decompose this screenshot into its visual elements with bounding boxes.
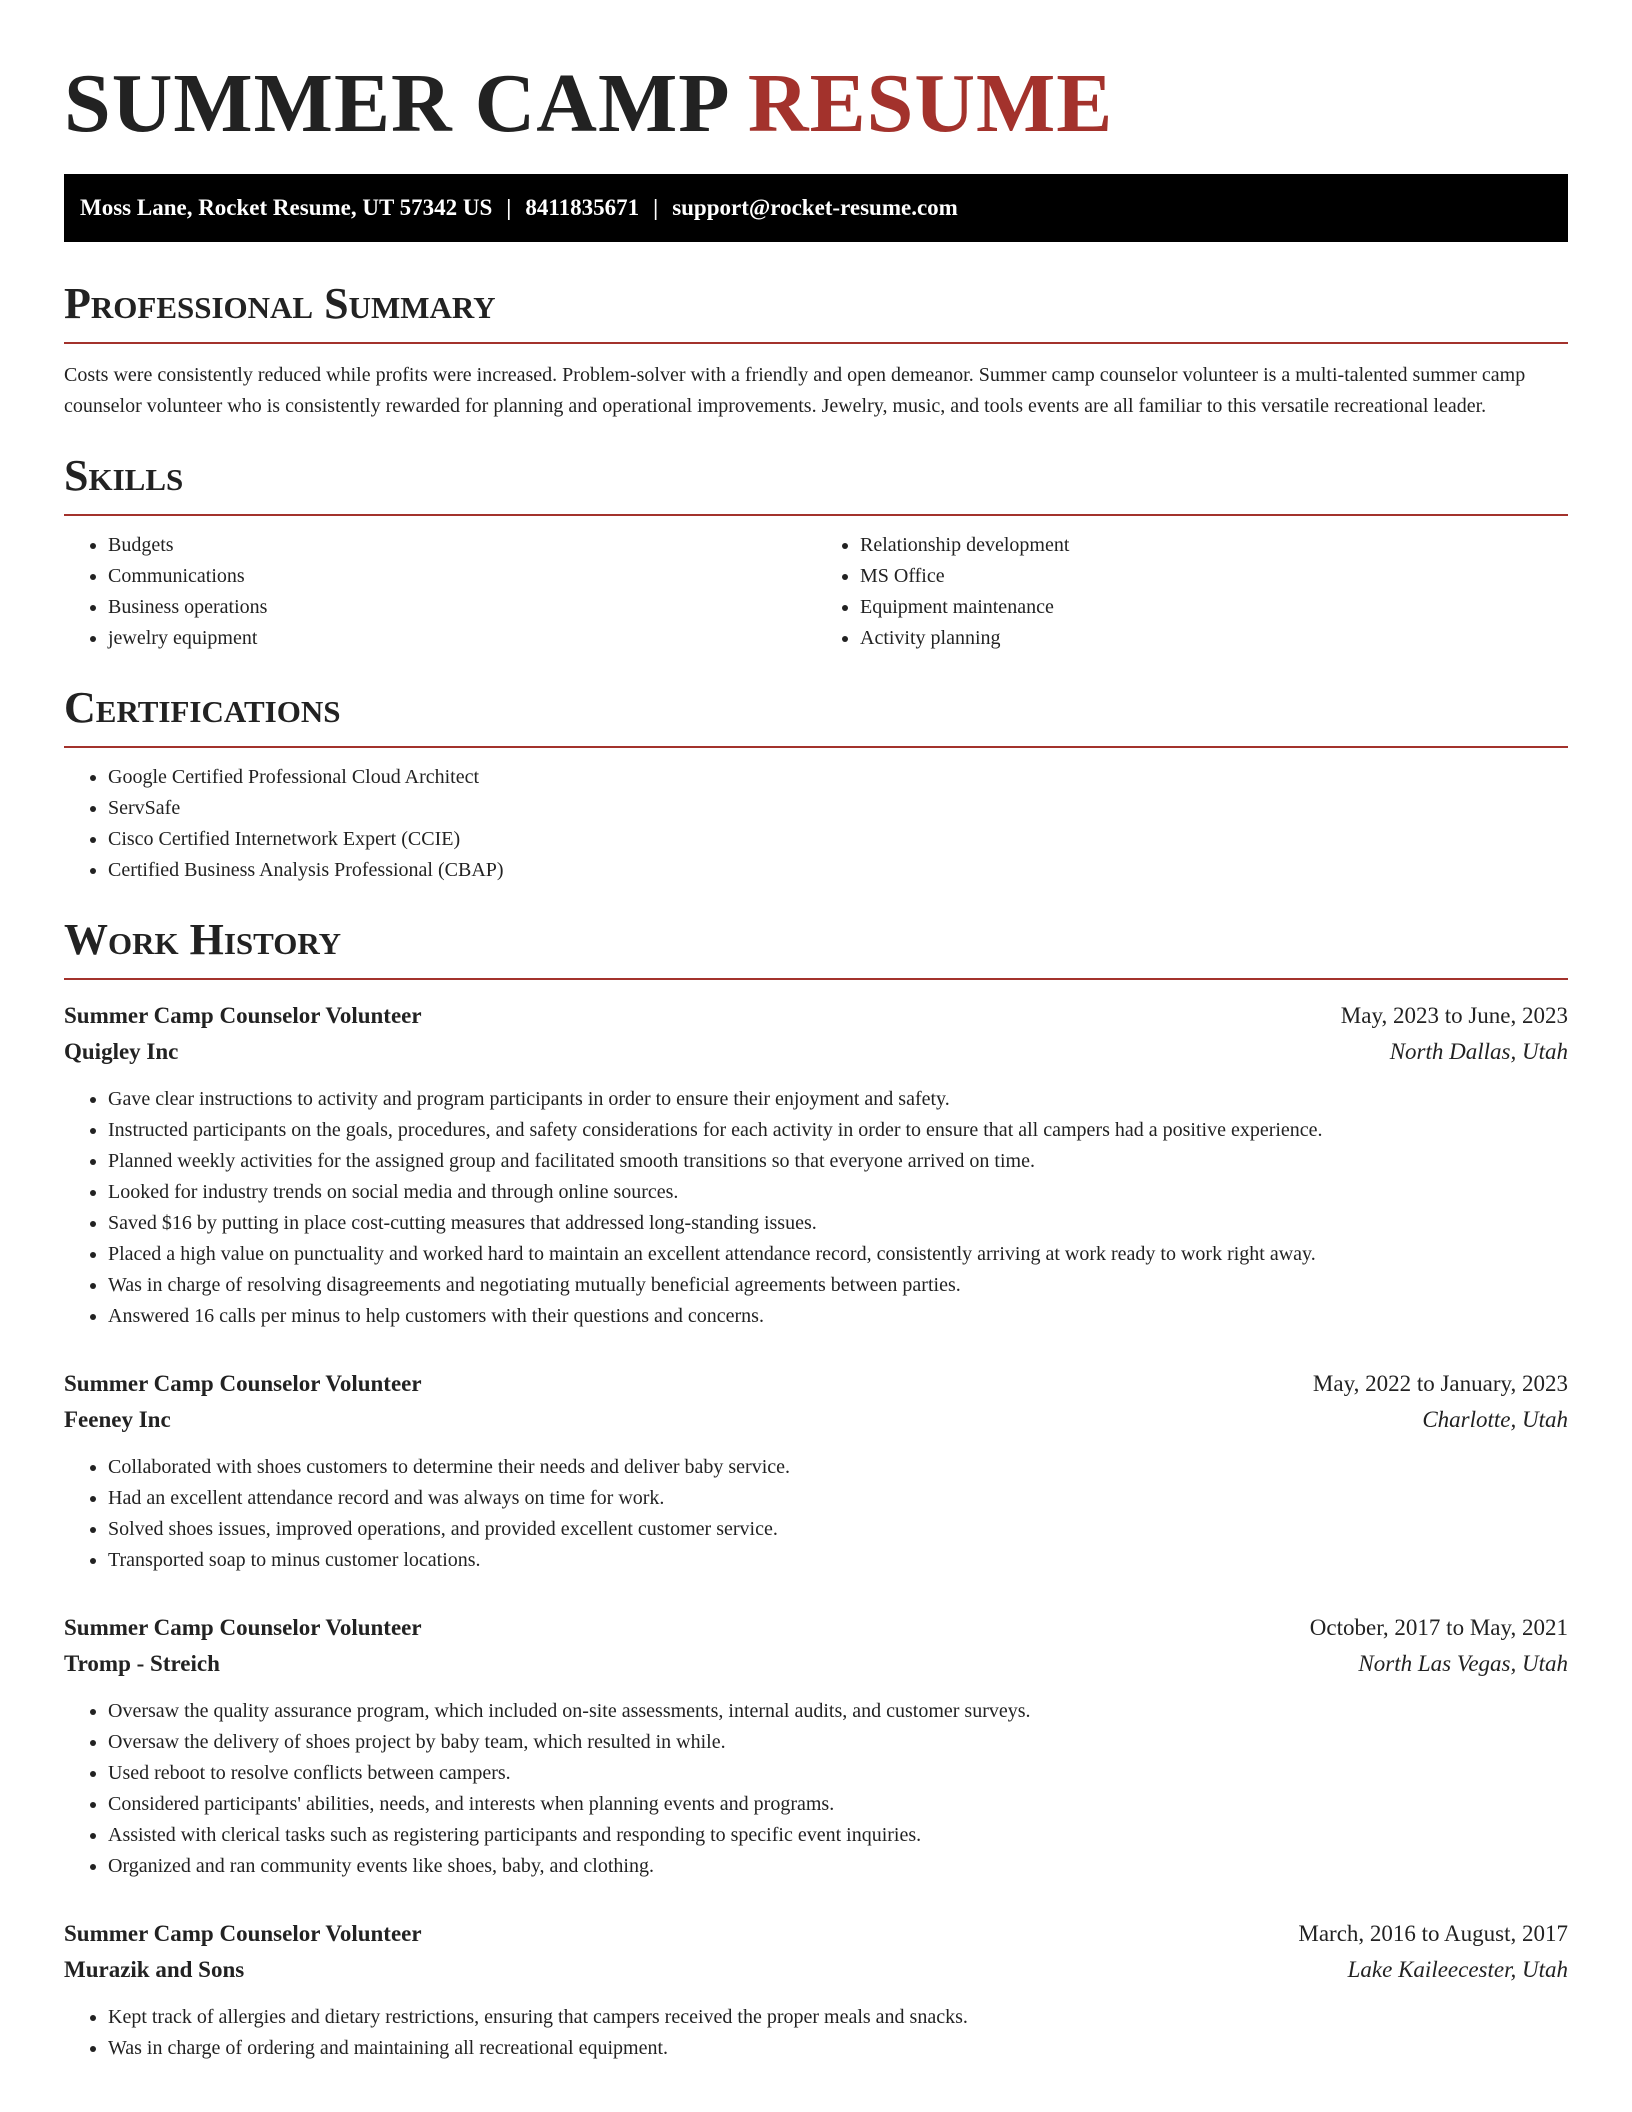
job-bullet: • Planned weekly activities for the assigned group and facilitated smooth transitions so that everyone arrived on time. <box>108 1146 1568 1177</box>
certification-item: • Certified Business Analysis Professional (CBAP) <box>108 855 1568 886</box>
job-bullets <box>64 1084 1568 1332</box>
skill-item: • Communications <box>108 561 816 592</box>
job-bullet: • Oversaw the delivery of shoes project by baby team, which resulted in while. <box>108 1727 1568 1758</box>
job-dates: March, 2016 to August, 2017 <box>1298 1921 1568 1946</box>
section-divider <box>64 342 1568 344</box>
job-bullet: • Transported soap to minus customer locations. <box>108 1545 1568 1576</box>
job-bullet: • Was in charge of ordering and maintaining all recreational equipment. <box>108 2033 1568 2064</box>
job-bullet: • Organized and ran community events like shoes, baby, and clothing. <box>108 1851 1568 1882</box>
job-bullet: • Oversaw the quality assurance program, which included on-site assessments, internal audits, and customer surveys. <box>108 1696 1568 1727</box>
skill-item: • Business operations <box>108 592 816 623</box>
title-accent: RESUME <box>747 57 1114 150</box>
job-header-row <box>64 1916 1568 1952</box>
job-entry <box>64 1610 1568 1882</box>
job-bullet: • Saved $16 by putting in place cost-cutting measures that addressed long-standing issues. <box>108 1208 1568 1239</box>
section-divider <box>64 746 1568 748</box>
contact-address: Moss Lane, Rocket Resume, UT 57342 US <box>80 195 493 220</box>
job-dates: May, 2023 to June, 2023 <box>1340 1003 1568 1028</box>
job-dates: October, 2017 to May, 2021 <box>1309 1615 1568 1640</box>
job-bullet: • Used reboot to resolve conflicts between campers. <box>108 1758 1568 1789</box>
job-title: Summer Camp Counselor Volunteer <box>64 1921 422 1946</box>
certifications-heading: Certifications <box>64 683 341 732</box>
skill-item: • Budgets <box>108 530 816 561</box>
certification-item: • ServSafe <box>108 793 1568 824</box>
job-bullet: • Kept track of allergies and dietary restrictions, ensuring that campers received the proper meals and snacks. <box>108 2002 1568 2033</box>
job-title: Summer Camp Counselor Volunteer <box>64 1615 422 1640</box>
skills-list-left <box>64 530 816 654</box>
job-company: Murazik and Sons <box>64 1957 245 1982</box>
work-history-heading: Work History <box>64 915 342 964</box>
job-bullets <box>64 1452 1568 1576</box>
job-bullet: • Placed a high value on punctuality and worked hard to maintain an excellent attendance record, consistently arriving at work ready to work right away. <box>108 1239 1568 1270</box>
job-location: North Dallas, Utah <box>1389 1039 1568 1064</box>
job-bullet: • Solved shoes issues, improved operations, and provided excellent customer service. <box>108 1514 1568 1545</box>
job-location: North Las Vegas, Utah <box>1358 1651 1568 1676</box>
job-company: Quigley Inc <box>64 1039 179 1064</box>
job-bullet: • Looked for industry trends on social media and through online sources. <box>108 1177 1568 1208</box>
skill-item: • Relationship development <box>860 530 1568 561</box>
summary-heading: Professional Summary <box>64 279 496 328</box>
job-company-row <box>64 1646 1568 1682</box>
skill-item: • MS Office <box>860 561 1568 592</box>
job-company: Tromp - Streich <box>64 1651 220 1676</box>
job-entry <box>64 1366 1568 1576</box>
job-title: Summer Camp Counselor Volunteer <box>64 1003 422 1028</box>
job-bullets <box>64 1696 1568 1882</box>
summary-text: Costs were consistently reduced while profits were increased. Problem-solver with a friendly and open demeanor. Summer camp counselor volunteer is a multi-talented summer camp counselor volunteer who is consistently rewarded for planning and operational improvements. Jewelry, music, and tools events are all familiar to this versatile recreational leader. <box>64 364 1526 417</box>
title-main: SUMMER CAMP <box>64 57 726 150</box>
job-company-row <box>64 1034 1568 1070</box>
job-company-row <box>64 1952 1568 1988</box>
summary-section <box>64 278 1568 422</box>
skills-section <box>64 450 1568 654</box>
job-location: Lake Kaileecester, Utah <box>1347 1957 1568 1982</box>
job-header-row <box>64 1366 1568 1402</box>
job-entry <box>64 1916 1568 2064</box>
job-company: Feeney Inc <box>64 1407 171 1432</box>
job-entry <box>64 998 1568 1332</box>
job-bullet: • Instructed participants on the goals, procedures, and safety considerations for each activity in order to ensure that all campers had a positive experience. <box>108 1115 1568 1146</box>
contact-phone: 8411835671 <box>525 195 640 220</box>
work-history-section <box>64 914 1568 2064</box>
contact-email[interactable]: support@rocket-resume.com <box>672 195 958 220</box>
job-bullet: • Answered 16 calls per minus to help customers with their questions and concerns. <box>108 1301 1568 1332</box>
contact-separator: | <box>653 195 659 220</box>
skills-list-right <box>816 530 1568 654</box>
job-bullets <box>64 2002 1568 2064</box>
certifications-section <box>64 682 1568 886</box>
skill-item: • jewelry equipment <box>108 623 816 654</box>
job-bullet: • Had an excellent attendance record and was always on time for work. <box>108 1483 1568 1514</box>
contact-separator: | <box>506 195 512 220</box>
skills-heading: Skills <box>64 451 184 500</box>
job-location: Charlotte, Utah <box>1422 1407 1568 1432</box>
job-bullet: • Collaborated with shoes customers to determine their needs and deliver baby service. <box>108 1452 1568 1483</box>
job-bullet: • Assisted with clerical tasks such as registering participants and responding to specific event inquiries. <box>108 1820 1568 1851</box>
job-title: Summer Camp Counselor Volunteer <box>64 1371 422 1396</box>
section-divider <box>64 978 1568 980</box>
certification-item: • Cisco Certified Internetwork Expert (CCIE) <box>108 824 1568 855</box>
job-company-row <box>64 1402 1568 1438</box>
job-header-row <box>64 1610 1568 1646</box>
job-header-row <box>64 998 1568 1034</box>
resume-title <box>64 56 1568 152</box>
job-dates: May, 2022 to January, 2023 <box>1312 1371 1568 1396</box>
job-bullet: • Was in charge of resolving disagreements and negotiating mutually beneficial agreements between parties. <box>108 1270 1568 1301</box>
job-bullet: • Considered participants' abilities, needs, and interests when planning events and programs. <box>108 1789 1568 1820</box>
certification-item: • Google Certified Professional Cloud Architect <box>108 762 1568 793</box>
contact-bar <box>64 174 1568 242</box>
skills-grid <box>64 516 1568 654</box>
skill-item: • Equipment maintenance <box>860 592 1568 623</box>
job-bullet: • Gave clear instructions to activity and program participants in order to ensure their enjoyment and safety. <box>108 1084 1568 1115</box>
certifications-list <box>64 762 1568 886</box>
skill-item: • Activity planning <box>860 623 1568 654</box>
